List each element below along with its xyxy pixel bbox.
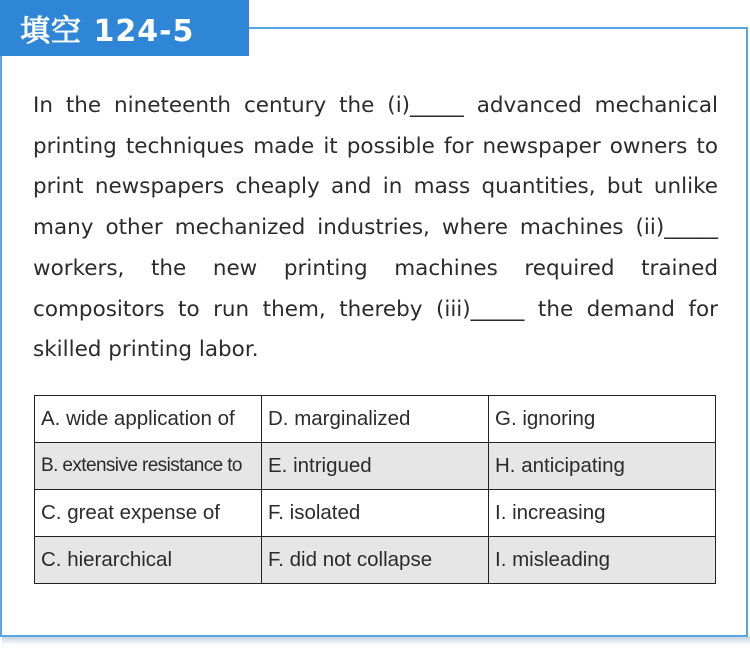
table-row: [35, 443, 716, 490]
option-h[interactable]: H. anticipating: [489, 443, 716, 490]
option-g[interactable]: G. ignoring: [489, 396, 716, 443]
passage-text: In the nineteenth century the (i)_____ advanced mechanical printing techniques made it possible for newspaper owners to print newspapers cheaply and in mass quantities, but unlike many other mechanized industries, where machines (ii)_____ workers, the new printing machines required trained compositors to run them, thereby (iii)_____ the demand for skilled printing labor.: [33, 93, 718, 363]
option-i[interactable]: I. increasing: [489, 490, 716, 537]
option-c-alt[interactable]: C. hierarchical: [35, 537, 262, 584]
option-b[interactable]: B. extensive resistance to: [35, 443, 262, 490]
table-row: [35, 396, 716, 443]
page-title: 填空 124-5: [20, 14, 195, 49]
table-row: [35, 537, 716, 584]
option-f-alt[interactable]: F. did not collapse: [262, 537, 489, 584]
option-c[interactable]: C. great expense of: [35, 490, 262, 537]
option-d[interactable]: D. marginalized: [262, 396, 489, 443]
option-a[interactable]: A. wide application of: [35, 396, 262, 443]
option-e[interactable]: E. intrigued: [262, 443, 489, 490]
title-tab: [0, 0, 249, 56]
options-table: [34, 395, 716, 584]
table-row: [35, 490, 716, 537]
option-i-alt[interactable]: I. misleading: [489, 537, 716, 584]
card-shadow: [2, 637, 750, 645]
option-f[interactable]: F. isolated: [262, 490, 489, 537]
